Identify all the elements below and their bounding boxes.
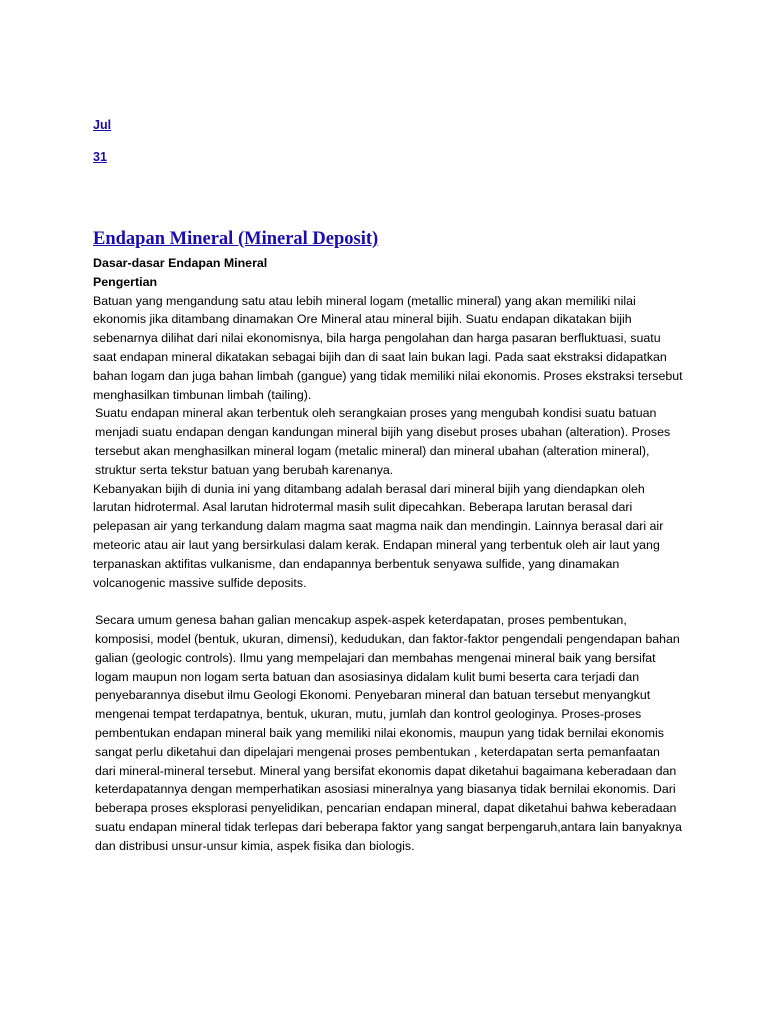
date-month-link[interactable]: Jul [93, 118, 112, 132]
section-heading: Pengertian [93, 274, 158, 289]
post-title-link[interactable]: Endapan Mineral (Mineral Deposit) [93, 229, 379, 249]
date-day-link[interactable]: 31 [93, 150, 107, 164]
paragraph-gap [93, 592, 683, 611]
paragraph-2: Suatu endapan mineral akan terbentuk oleh serangkaian proses yang mengubah kondisi suatu batuan menjadi suatu endapan dengan kandungan mineral bijih yang disebut proses ubahan (alteration). Proses tersebut akan menghasilkan mineral logam (metalic mineral) dan mineral ubahan (alteration mineral), struktur serta tekstur batuan yang berubah karenanya. [95, 406, 671, 477]
post-subtitle: Dasar-dasar Endapan Mineral [93, 256, 268, 270]
paragraph-1: Batuan yang mengandung satu atau lebih mineral logam (metallic mineral) yang akan memiliki nilai ekonomis jika ditambang dinamakan Ore Mineral atau mineral bijih. Suatu endapan dikatakan bijih sebenarnya dilihat dari nilai ekonomisnya, bila harga pengolahan dan harga pasaran berfluktuasi, suatu saat endapan mineral dikatakan sebagai bijih dan di saat lain bukan lagi. Pada saat ekstraksi didapatkan bahan logam dan juga bahan limbah (gangue) yang tidak memiliki nilai ekonomis. Proses ekstraksi tersebut menghasilkan timbunan limbah (tailing). [93, 293, 683, 402]
article [93, 228, 683, 856]
paragraph-3: Kebanyakan bijih di dunia ini yang ditambang adalah berasal dari mineral bijih yang diendapkan oleh larutan hidrotermal. Asal larutan hidrotermal masih sulit dipecahkan. Beberapa larutan berasal dari pelepasan air yang terkandung dalam magma saat magma naik dan mendingin. Lainnya berasal dari air meteoric atau air laut yang bersirkulasi dalam kerak. Endapan mineral yang terbentuk oleh air laut yang terpanaskan aktifitas vulkanisme, dan endapannya berbentuk senyawa sulfide, yang dinamakan volcanogenic massive sulfide deposits. [93, 481, 664, 590]
paragraph-4: Secara umum genesa bahan galian mencakup aspek-aspek keterdapatan, proses pembentukan, komposisi, model (bentuk, ukuran, dimensi), kedudukan, dan faktor-faktor pengendali pengendapan bahan galian (geologic controls). Ilmu yang mempelajari dan membahas mengenai mineral baik yang bersifat logam maupun non logam serta batuan dan asosiasinya didalam kulit bumi beserta cara terjadi dan penyebarannya disebut ilmu Geologi Ekonomi. Penyebaran mineral dan batuan tersebut menyangkut mengenai tempat terdapatnya, bentuk, ukuran, mutu, jumlah dan kontrol geologinya. Proses-proses pembentukan endapan mineral baik yang memiliki nilai ekonomis, maupun yang tidak bernilai ekonomis sangat perlu diketahui dan dipelajari mengenai proses pembentukan , keterdapatan serta pemanfaatan dari mineral-mineral tersebut. Mineral yang bersifat ekonomis dapat diketahui bagaimana keberadaan dan keterdapatannya dengan memperhatikan asosiasi mineralnya yang biasanya tidak bernilai ekonomis. Dari beberapa proses eksplorasi penyelidikan, pencarian endapan mineral, dapat diketahui bahwa keberadaan suatu endapan mineral tidak terlepas dari beberapa faktor yang sangat berpengaruh,antara lain banyaknya dan distribusi unsur-unsur kimia, aspek fisika dan biologis. [95, 613, 682, 853]
